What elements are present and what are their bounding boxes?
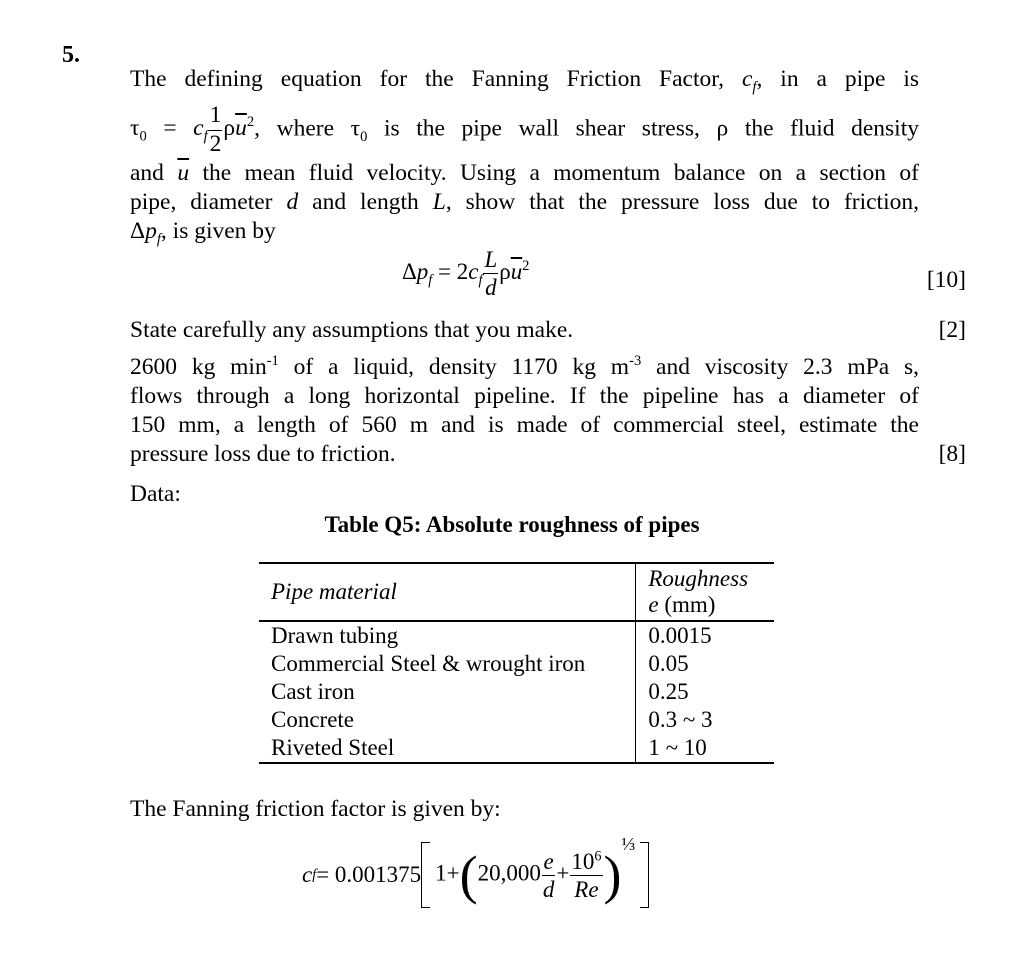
marks-10: [10] [926,267,966,293]
tau-zero-equation: $\tau_0 = c_f$ $\frac{1}{2}$ $\rho\overline{u}^2$ [130,102,255,157]
cell-roughness: 0.0015 [636,621,774,650]
friction-intro: The Fanning friction factor is given by: [130,796,501,822]
cell-material: Drawn tubing [271,623,399,648]
fanning-friction-equation: c f = 0.001375 1+(20,000 $\frac{e}{d}$ + $\frac{10^6}{Re}$ )$^{\frac{1}{3}}$ [302,826,649,924]
para1-line1: The defining equation for the Fanning Friction Factor, $c_f$, in a pipe is [130,66,920,96]
roughness-table [259,562,774,764]
cell-material: Commercial Steel & wrought iron [271,651,586,676]
table-caption: Table Q5: Absolute roughness of pipes [324,512,700,537]
table-row [259,706,774,734]
header-pipe-material: Pipe material [271,579,397,604]
header-roughness: Roughness e (mm) [636,563,774,621]
table-row [259,650,774,678]
marks-8: [8] [938,441,966,467]
assumptions-text: State carefully any assumptions that you make. [130,317,574,343]
ten6-over-re-fraction: $\frac{10^6}{Re}$ [571,847,602,902]
para2-line2: flows through a long horizontal pipeline. If the pipeline has a diameter of [130,383,919,409]
cell-roughness: 1 ~ 10 [636,734,774,763]
data-label: Data: [130,481,181,507]
cell-roughness: 0.05 [636,650,774,678]
cell-material: Riveted Steel [271,735,395,760]
e-over-d-fraction: $\frac{e}{d}$ [542,848,555,902]
question-number: 5. [62,42,80,68]
para1-line2: $\tau_0 = c_f$ $\frac{1}{2}$ $\rho\overline{u}^2$, where $\tau_0$ is the pipe wall shear stress, ρ the fluid density [130,102,919,157]
cell-material: Cast iron [271,679,355,704]
para1-line5: $\Delta p_f$, is given by [130,218,276,248]
para1-line3: and $\overline{u}$ the mean fluid velocity. Using a momentum balance on a section of [130,160,919,186]
table-header-row [259,563,774,621]
pressure-loss-equation: $\Delta p_f = 2c_f$ $\frac{L}{d}$ $\rho\overline{u}^2$ [402,247,530,300]
big-bracket: 1+(20,000 $\frac{e}{d}$ + $\frac{10^6}{Re}$ )$^{\frac{1}{3}}$ [421,842,649,908]
table-row [259,621,774,650]
cell-roughness: 0.25 [636,678,774,706]
one-half-fraction: $\frac{1}{2}$ [209,102,222,157]
table-row [259,678,774,706]
l-over-d-fraction: $\frac{L}{d}$ [484,247,498,300]
para1-line4: pipe, diameter d and length L, show that the pressure loss due to friction, [130,189,919,215]
cell-roughness: 0.3 ~ 3 [636,706,774,734]
cell-material: Concrete [271,707,355,732]
para2-line3: 150 mm, a length of 560 m and is made of commercial steel, estimate the [130,412,919,438]
para2-line4: pressure loss due to friction. [130,441,396,467]
table-row [259,734,774,763]
para2-line1: 2600 kg $\min^{-1}$ of a liquid, density 1170 kg $m^{-3}$ and viscosity 2.3 mPa s, [130,353,919,380]
marks-2: [2] [938,317,966,343]
